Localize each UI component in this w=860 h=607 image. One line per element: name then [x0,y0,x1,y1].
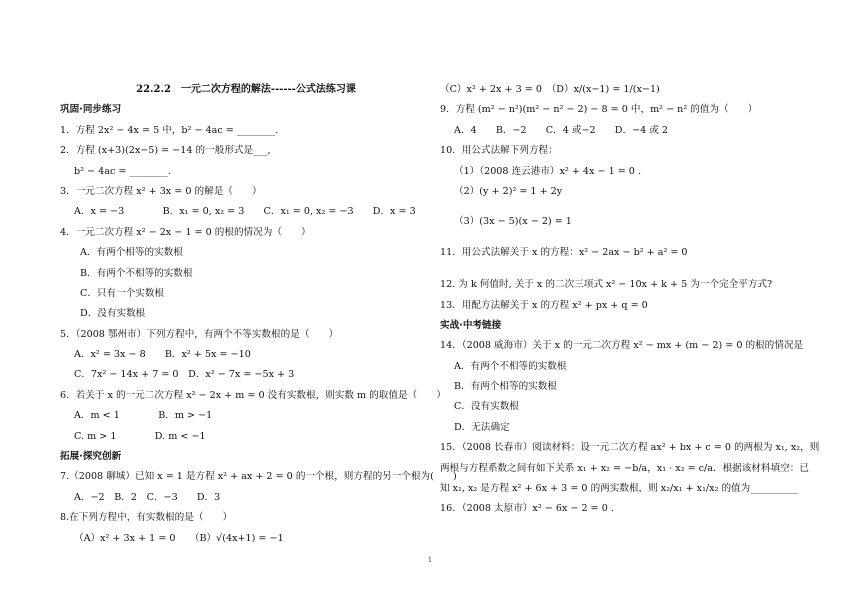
section-heading-extension: 拓展·探究创新 [60,451,122,463]
question-6-options-cd: C. m > 1 D. m < −1 [74,430,206,442]
question-3: 3．一元二次方程 x² + 3x = 0 的解是（ ） [60,185,262,197]
section-heading-exam-links: 实战·中考链接 [440,319,502,331]
question-4-option-a: A．有两个相等的实数根 [80,247,183,259]
question-7-options: A．−2 B．2 C．−3 D．3 [74,491,221,503]
page-number: 1 [427,556,433,564]
question-10-part-2: （2）(y + 2)² = 1 + 2y [454,185,563,197]
question-9: 9．方程 (m² − n²)(m² − n² − 2) − 8 = 0 中，m² − n² 的值为（ ） [440,104,758,116]
question-2-part-b: b² − 4ac = ________. [74,165,171,177]
left-column [60,80,457,549]
question-9-options: A．4 B．−2 C．4 或−2 D．−4 或 2 [454,124,669,136]
question-8-options-ab: （A）x² + 3x + 1 = 0 （B）√(4x+1) = −1 [74,532,284,544]
question-4: 4．一元二次方程 x² − 2x − 1 = 0 的根的情况为（ ） [60,226,311,238]
question-4-option-c: C．只有一个实数根 [80,287,165,299]
question-14-option-a: A．有两个不相等的实数根 [454,360,567,372]
question-6-options-ab: A．m < 1 B．m > −1 [74,410,213,422]
question-16: 16．（2008 太原市）x² − 6x − 2 = 0 . [440,503,614,515]
right-column [440,80,820,520]
question-8: 8.在下列方程中，有实数根的是（ ） [60,512,233,524]
question-4-option-d: D．没有实数根 [80,308,146,320]
answer-space [440,233,800,243]
question-8-options-cd: （C）x² + 2x + 3 = 0 （D）x/(x−1) = 1/(x−1) [440,84,660,95]
question-5: 5．（2008 鄂州市）下列方程中，有两个不等实数根的是（ ） [60,328,339,340]
question-15-line-2: 两根与方程系数之间有如下关系 x₁ + x₂ = −b/a，x₁ · x₂ = c/a．根据该材料填空：已 [440,462,809,474]
question-12: 12. 为 k 何值时, 关于 x 的二次三项式 x² − 10x + k + 5 为一个完全平方式? [440,279,773,291]
question-2: 2．方程 (x+3)(2x−5) = −14 的一般形式是___, [60,145,271,157]
question-15: 15．（2008 长春市）阅读材料：设一元二次方程 ax² + bx + c = 0 的两根为 x₁, x₂，则 [440,442,820,454]
answer-space [440,263,800,275]
answer-space [440,202,800,212]
question-3-options: A．x = −3 B．x₁ = 0, x₂ = 3 C．x₁ = 0, x₂ = −3 D．x = 3 [74,206,416,218]
question-13: 13．用配方法解关于 x 的方程 x² + px + q = 0 [440,299,648,311]
question-5-options-cd: C．7x² − 14x + 7 = 0 D．x² − 7x = −5x + 3 [74,369,295,381]
question-1: 1．方程 2x² − 4x = 5 中，b² − 4ac = ________. [60,124,279,136]
question-10-part-1: （1）（2008 连云港市）x² + 4x − 1 = 0 . [454,165,642,177]
worksheet-title: 22.2.2 一元二次方程的解法------公式法练习课 [136,84,356,95]
question-7: 7.（2008 聊城）已知 x = 1 是方程 x² + ax + 2 = 0 的一个根，则方程的另一个根为( ) [60,471,457,483]
question-14-option-d: D．无法确定 [454,421,510,433]
question-15-line-3: 知 x₁, x₂ 是方程 x² + 6x + 3 = 0 的两实数根，则 x₂/x₁ + x₁/x₂ 的值为__________ [440,483,799,495]
question-10: 10．用公式法解下列方程： [440,145,558,157]
question-11: 11．用公式法解关于 x 的方程：x² − 2ax − b² + a² = 0 [440,246,688,258]
question-14-option-b: B．有两个相等的实数根 [454,381,557,393]
question-14: 14．（2008 威海市）关于 x 的一元二次方程 x² − mx + (m − 2) = 0 的根的情况是 [440,340,804,352]
question-6: 6．若关于 x 的一元二次方程 x² − 2x + m = 0 没有实数根，则实数 m 的取值是（ ） [60,389,446,401]
question-5-options-ab: A．x² = 3x − 8 B．x² + 5x = −10 [74,349,251,361]
question-10-part-3: （3）(3x − 5)(x − 2) = 1 [454,216,572,228]
section-heading-practice: 巩固·同步练习 [60,104,122,116]
question-4-option-b: B．有两个不相等的实数根 [80,267,193,279]
question-14-option-c: C．没有实数根 [454,401,519,413]
